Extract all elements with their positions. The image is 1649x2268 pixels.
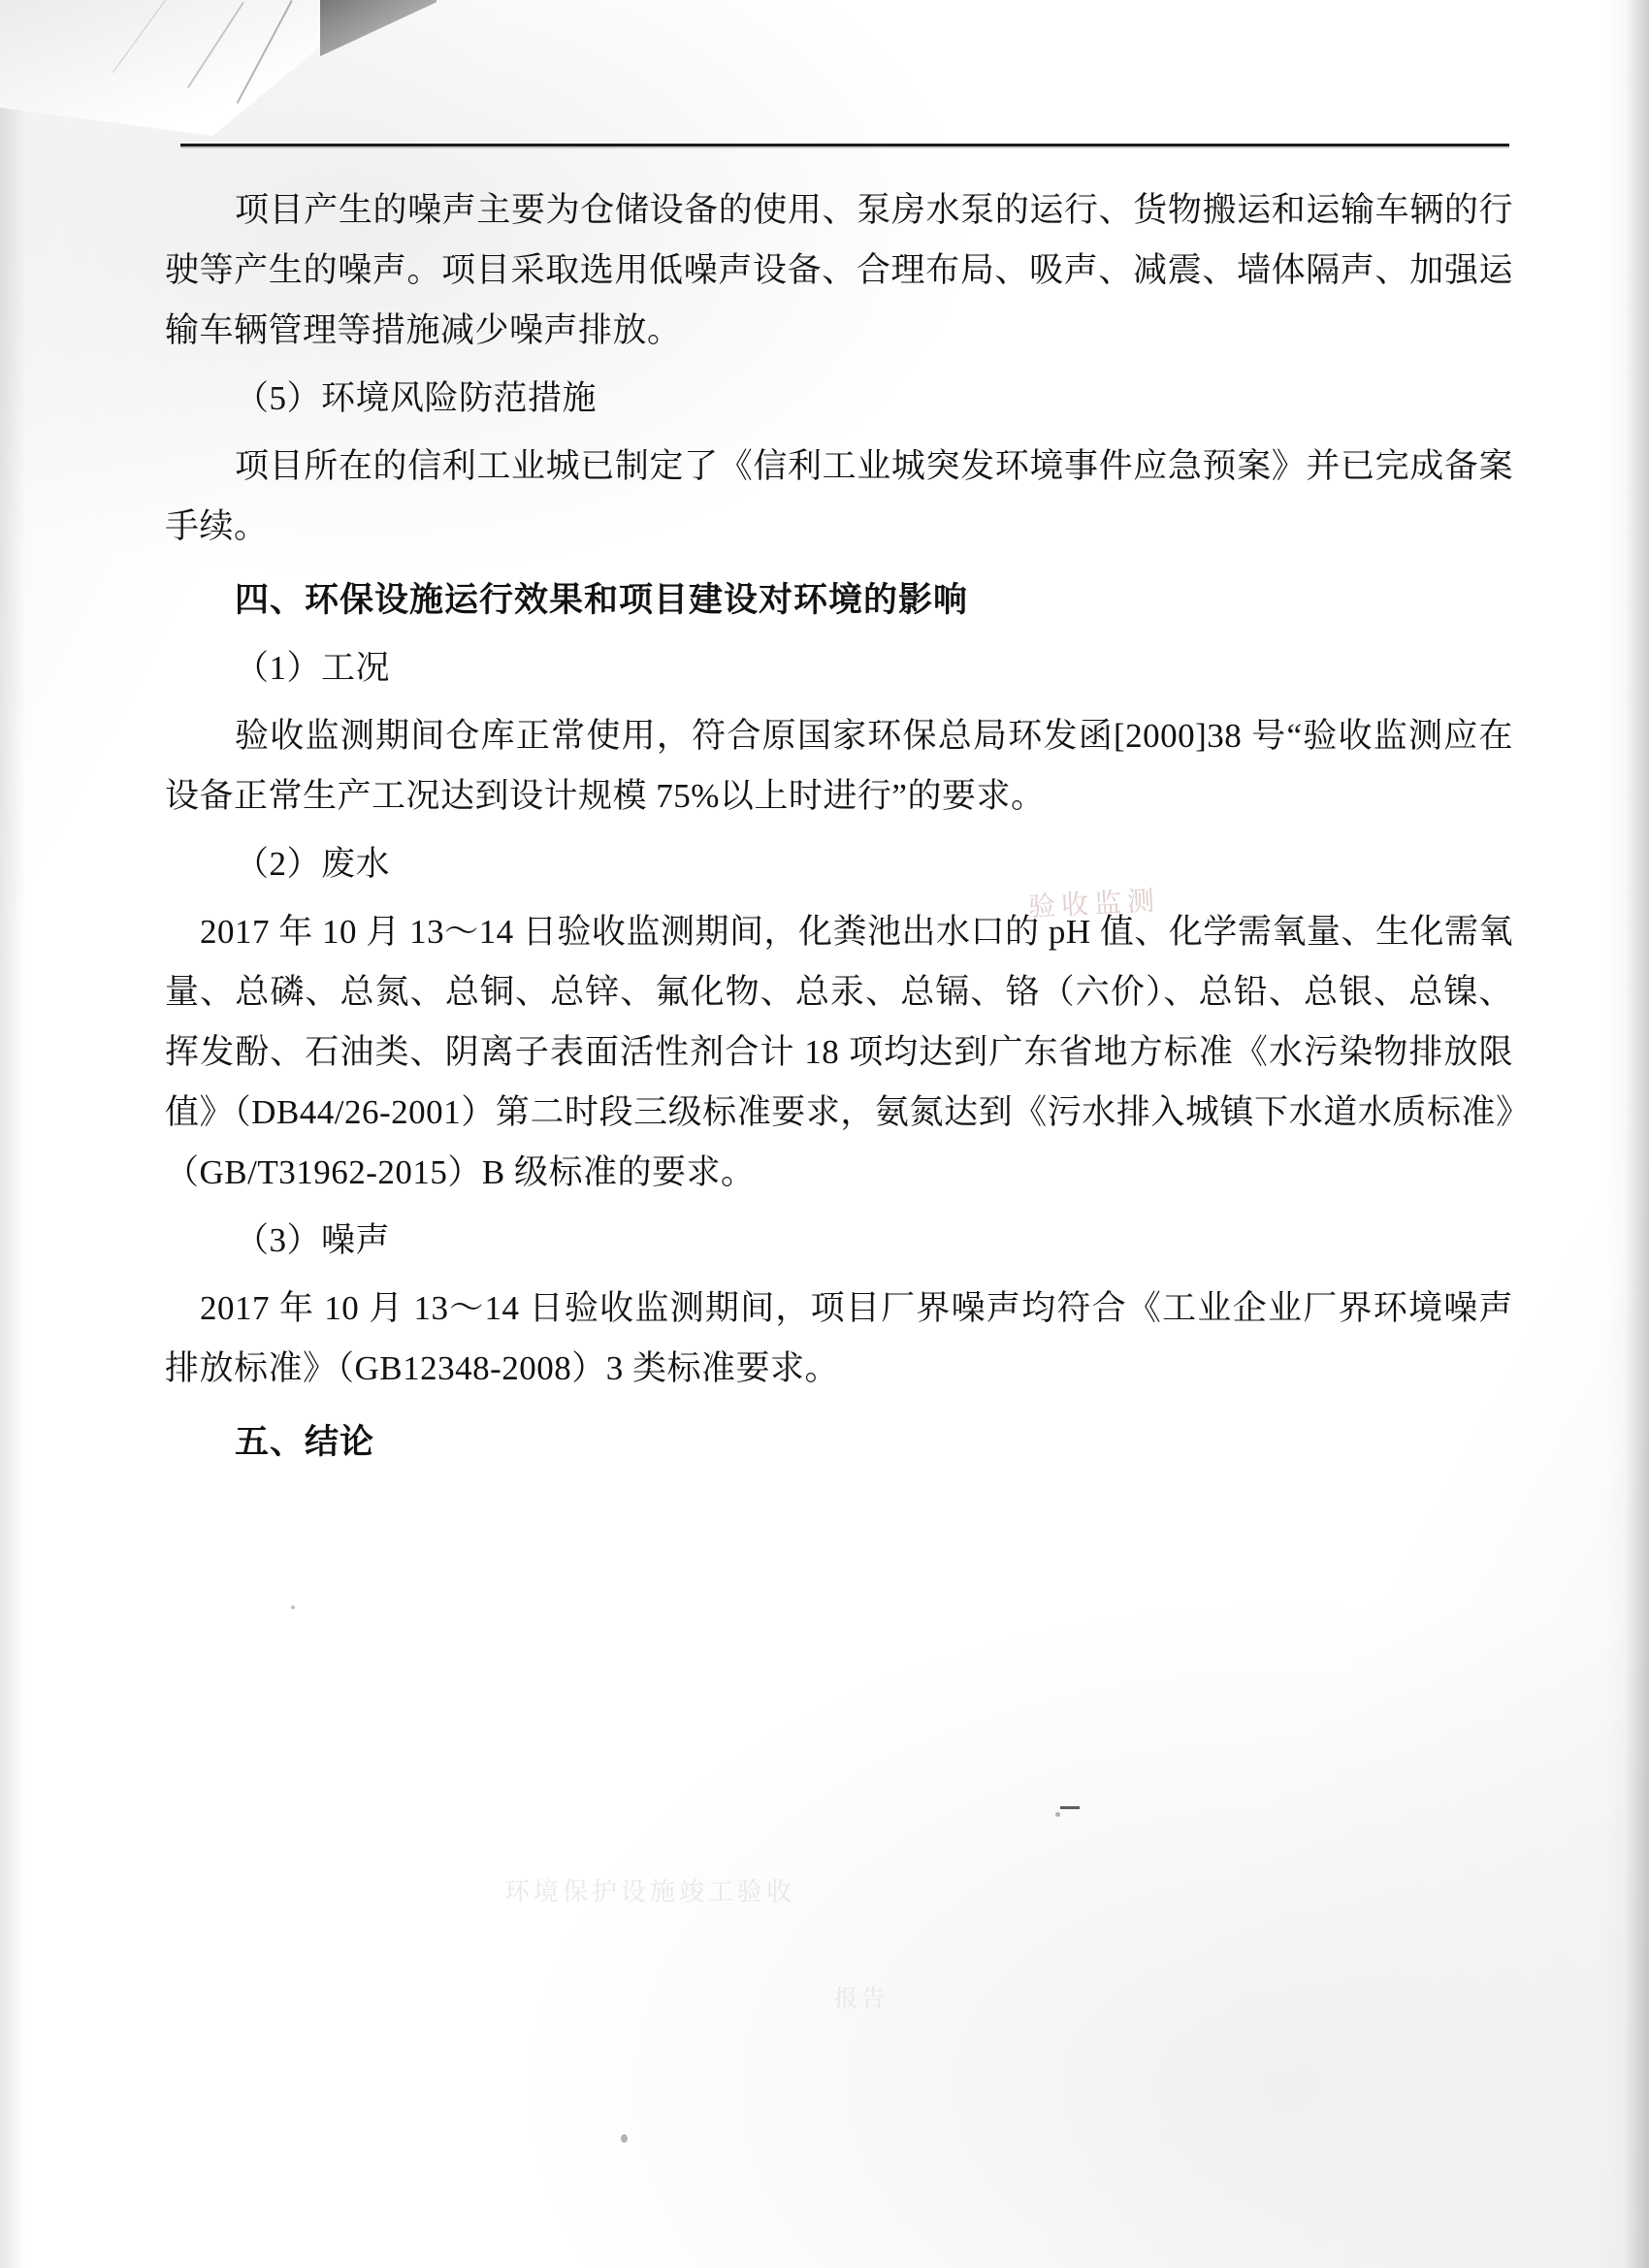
section-heading-four: 四、环保设施运行效果和项目建设对环境的影响 <box>235 581 969 619</box>
scan-speck <box>1060 1806 1080 1809</box>
paragraph-working-condition-detail: 验收监测期间仓库正常使用，符合原国家环保总局环发函[2000]38 号“验收监测应在设备正常生产工况达到设计规模 75%以上时进行”的要求。 <box>165 717 1513 815</box>
torn-corner-shadow <box>320 0 436 56</box>
bleed-through-text: 环境保护设施竣工验收 <box>504 1878 796 1906</box>
bleed-through-text: 报告 <box>834 1987 889 2012</box>
stamp-ghost-mark: 验收监测 <box>1027 886 1161 923</box>
section-heading-five: 五、结论 <box>235 1423 375 1461</box>
paragraph-item-noise: （3）噪声 <box>235 1221 391 1259</box>
paragraph-item-working-condition: （1）工况 <box>235 649 391 687</box>
paragraph-wastewater-detail: 2017 年 10 月 13～14 日验收监测期间，化粪池出水口的 pH 值、化学需氧量、生化需氧量、总磷、总氮、总铜、总锌、氟化物、总汞、总镉、铬（六价）、总铅、总银、总镍、挥发酚、石油类、阴离子表面活性剂合计 18 项均达到广东省地方标准《水污染物排放限值》（DB44/26-2001）第二时段三级标准要求，氨氮达到《污水排入城镇下水道水质标准》（GB/T31962-2015）B 级标准的要求。 <box>165 913 1513 1191</box>
scan-speck <box>291 1605 295 1609</box>
paragraph-item-wastewater: （2）废水 <box>235 845 391 883</box>
paragraph-emergency-plan: 项目所在的信利工业城已制定了《信利工业城突发环境事件应急预案》并已完成备案手续。 <box>165 447 1513 545</box>
document-body <box>165 180 1513 1473</box>
header-horizontal-rule <box>180 144 1509 146</box>
paragraph-heading-risk-measures: （5）环境风险防范措施 <box>235 379 598 417</box>
scan-speck <box>1055 1812 1060 1817</box>
scan-shadow-right <box>1604 0 1649 2268</box>
paragraph-noise-detail: 2017 年 10 月 13～14 日验收监测期间，项目厂界噪声均符合《工业企业厂界环境噪声排放标准》（GB12348-2008）3 类标准要求。 <box>165 1289 1513 1387</box>
scan-shadow-left <box>0 0 33 2268</box>
scan-speck <box>621 2134 628 2143</box>
paragraph-noise-source: 项目产生的噪声主要为仓储设备的使用、泵房水泵的运行、货物搬运和运输车辆的行驶等产生的噪声。项目采取选用低噪声设备、合理布局、吸声、减震、墙体隔声、加强运输车辆管理等措施减少噪声排放。 <box>165 191 1513 349</box>
